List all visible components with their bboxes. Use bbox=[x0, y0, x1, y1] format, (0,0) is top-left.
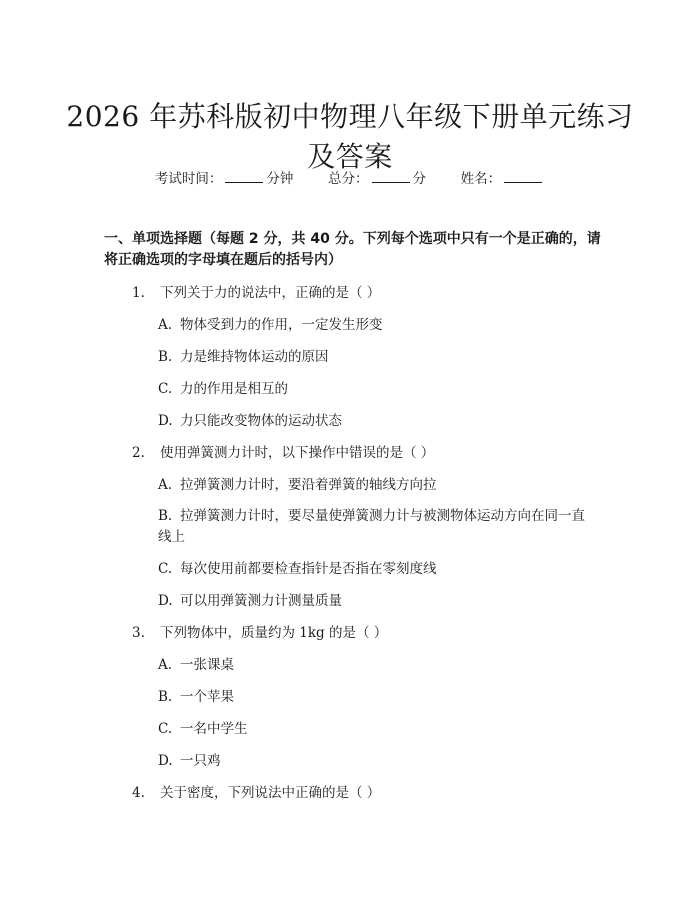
option-3b: B. 一个苹果 bbox=[158, 689, 234, 705]
question-stem: 使用弹簧测力计时，以下操作中错误的是（ ） bbox=[160, 445, 435, 461]
option-3a: A. 一张课桌 bbox=[158, 657, 234, 673]
title-line-1: 2026 年苏科版初中物理八年级下册单元练习 bbox=[66, 99, 634, 133]
page-title bbox=[60, 97, 640, 177]
question-stem: 下列物体中，质量约为 1kg 的是（ ） bbox=[160, 625, 388, 641]
option-2a: A. 拉弹簧测力计时，要沿着弹簧的轴线方向拉 bbox=[158, 477, 437, 493]
option-3d: D. 一只鸡 bbox=[158, 753, 221, 769]
option-1c: C. 力的作用是相互的 bbox=[158, 381, 288, 397]
option-2d: D. 可以用弹簧测力计测量质量 bbox=[158, 593, 342, 609]
name-label: 姓名： bbox=[460, 171, 502, 187]
question-3 bbox=[132, 623, 387, 643]
score-blank bbox=[372, 168, 410, 183]
option-1b: B. 力是维持物体运动的原因 bbox=[158, 349, 329, 365]
exam-meta bbox=[0, 168, 700, 189]
time-blank bbox=[225, 168, 263, 183]
name-blank bbox=[504, 168, 542, 183]
question-number: 4. bbox=[132, 785, 145, 801]
time-unit: 分钟 bbox=[266, 171, 294, 187]
option-2c: C. 每次使用前都要检查指针是否指在零刻度线 bbox=[158, 561, 437, 577]
question-stem: 关于密度，下列说法中正确的是（ ） bbox=[160, 785, 381, 801]
question-number: 2. bbox=[132, 445, 145, 461]
option-3c: C. 一名中学生 bbox=[158, 721, 248, 737]
option-2b: B. 拉弹簧测力计时，要尽量使弹簧测力计与被测物体运动方向在同一直线上 bbox=[158, 508, 585, 545]
question-stem: 下列关于力的说法中，正确的是（ ） bbox=[160, 285, 381, 301]
question-1 bbox=[132, 283, 380, 303]
score-unit: 分 bbox=[412, 171, 426, 187]
option-1d: D. 力只能改变物体的运动状态 bbox=[158, 413, 342, 429]
section-heading: 一、单项选择题（每题 2 分，共 40 分。下列每个选项中只有一个是正确的，请将正确选项的字母填在题后的括号内） bbox=[104, 231, 601, 268]
question-number: 3. bbox=[132, 625, 145, 641]
question-2 bbox=[132, 443, 434, 463]
title-line-2: 及答案 bbox=[307, 139, 393, 173]
score-label: 总分： bbox=[328, 171, 369, 187]
option-1a: A. 物体受到力的作用，一定发生形变 bbox=[158, 317, 383, 333]
time-label: 考试时间： bbox=[154, 171, 223, 187]
question-4 bbox=[132, 783, 380, 803]
question-number: 1. bbox=[132, 285, 145, 301]
